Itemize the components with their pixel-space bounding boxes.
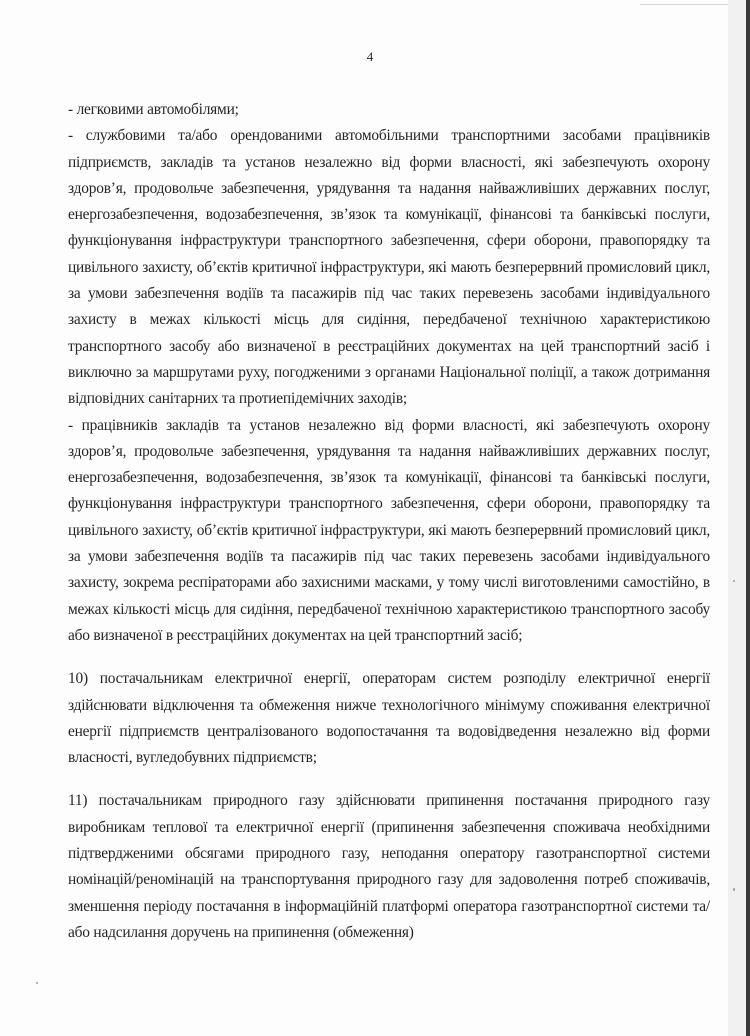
list-item-service-vehicles: - службовими та/або орендованими автомобільними транспортними засобами працівників підприємств, закладів та установ незалежно від форми власності, які забезпечують охорону здоров’я, продовольче забезпечення, урядування та надання найважливіших державних послуг, енергозабезпечення, водозабезпечення, зв’язок та комунікації, фінансові та банківські послуги, функціонування інфраструктури транспортного забезпечення, сфери оборони, правопорядку та цивільного захисту, об’єктів критичної інфраструктури, які мають безперервний промисловий цикл, за умови забезпечення водіїв та пасажирів під час таких перевезень засобами індивідуального захисту в межах кількості місць для сидіння, передбаченої технічною характеристикою транспортного засобу або визначеної в реєстраційних документах на цей транспортний засіб і виключно за маршрутами руху, погодженими з органами Національної поліції, а також дотримання відповідних санітарних та протиепідемічних заходів; xyxy=(68,127,710,408)
list-item-passenger-cars: - легковими автомобілями; xyxy=(68,101,239,118)
page-number: 4 xyxy=(366,49,374,64)
scan-dark-edge xyxy=(746,0,750,1036)
scan-edge-line xyxy=(640,4,728,5)
clause-10: 10) постачальникам електричної енергії, операторам систем розподілу електричної енергії здійснювати відключення та обмеження нижче технологічного мінімуму споживання електричної енергії підприємств централізованого водопостачання та водовідведення незалежно від форми власності, вугледобувних підприємств; xyxy=(68,670,710,767)
list-item-workers-transport: - працівників закладів та установ незалежно від форми власності, які забезпечують охорону здоров’я, продовольче забезпечення, урядування та надання найважливіших державних послуг, енергозабезпечення, водозабезпечення, зв’язок та комунікації, фінансові та банківські послуги, функціонування інфраструктури транспортного забезпечення, сфери оборони, правопорядку та цивільного захисту, об’єктів критичної інфраструктури, які мають безперервний промисловий цикл, за умови забезпечення водіїв та пасажирів під час таких перевезень засобами індивідуального захисту, зокрема респіраторами або захисними масками, у тому числі виготовленими самостійно, в межах кількості місць для сидіння, передбаченої технічною характеристикою транспортного засобу або визначеної в реєстраційних документах на цей транспортний засіб; xyxy=(68,416,710,644)
scan-speck xyxy=(733,888,735,891)
scan-speck xyxy=(36,982,38,984)
scan-speck xyxy=(733,580,735,582)
scan-margin xyxy=(728,0,746,1036)
clause-11: 11) постачальникам природного газу здійснювати припинення постачання природного газу виробникам теплової та електричної енергії (припинення забезпечення споживача необхідними підтвердженими обсягами природного газу, неподання оператору газотранспортної системи номінацій/реномінацій на транспортування природного газу для задоволення потреб споживачів, зменшення періоду постачання в інформаційній платформі оператора газотранспортної системи та/або надсилання доручень на припинення (обмеження) xyxy=(68,792,710,941)
document-body xyxy=(68,97,710,946)
